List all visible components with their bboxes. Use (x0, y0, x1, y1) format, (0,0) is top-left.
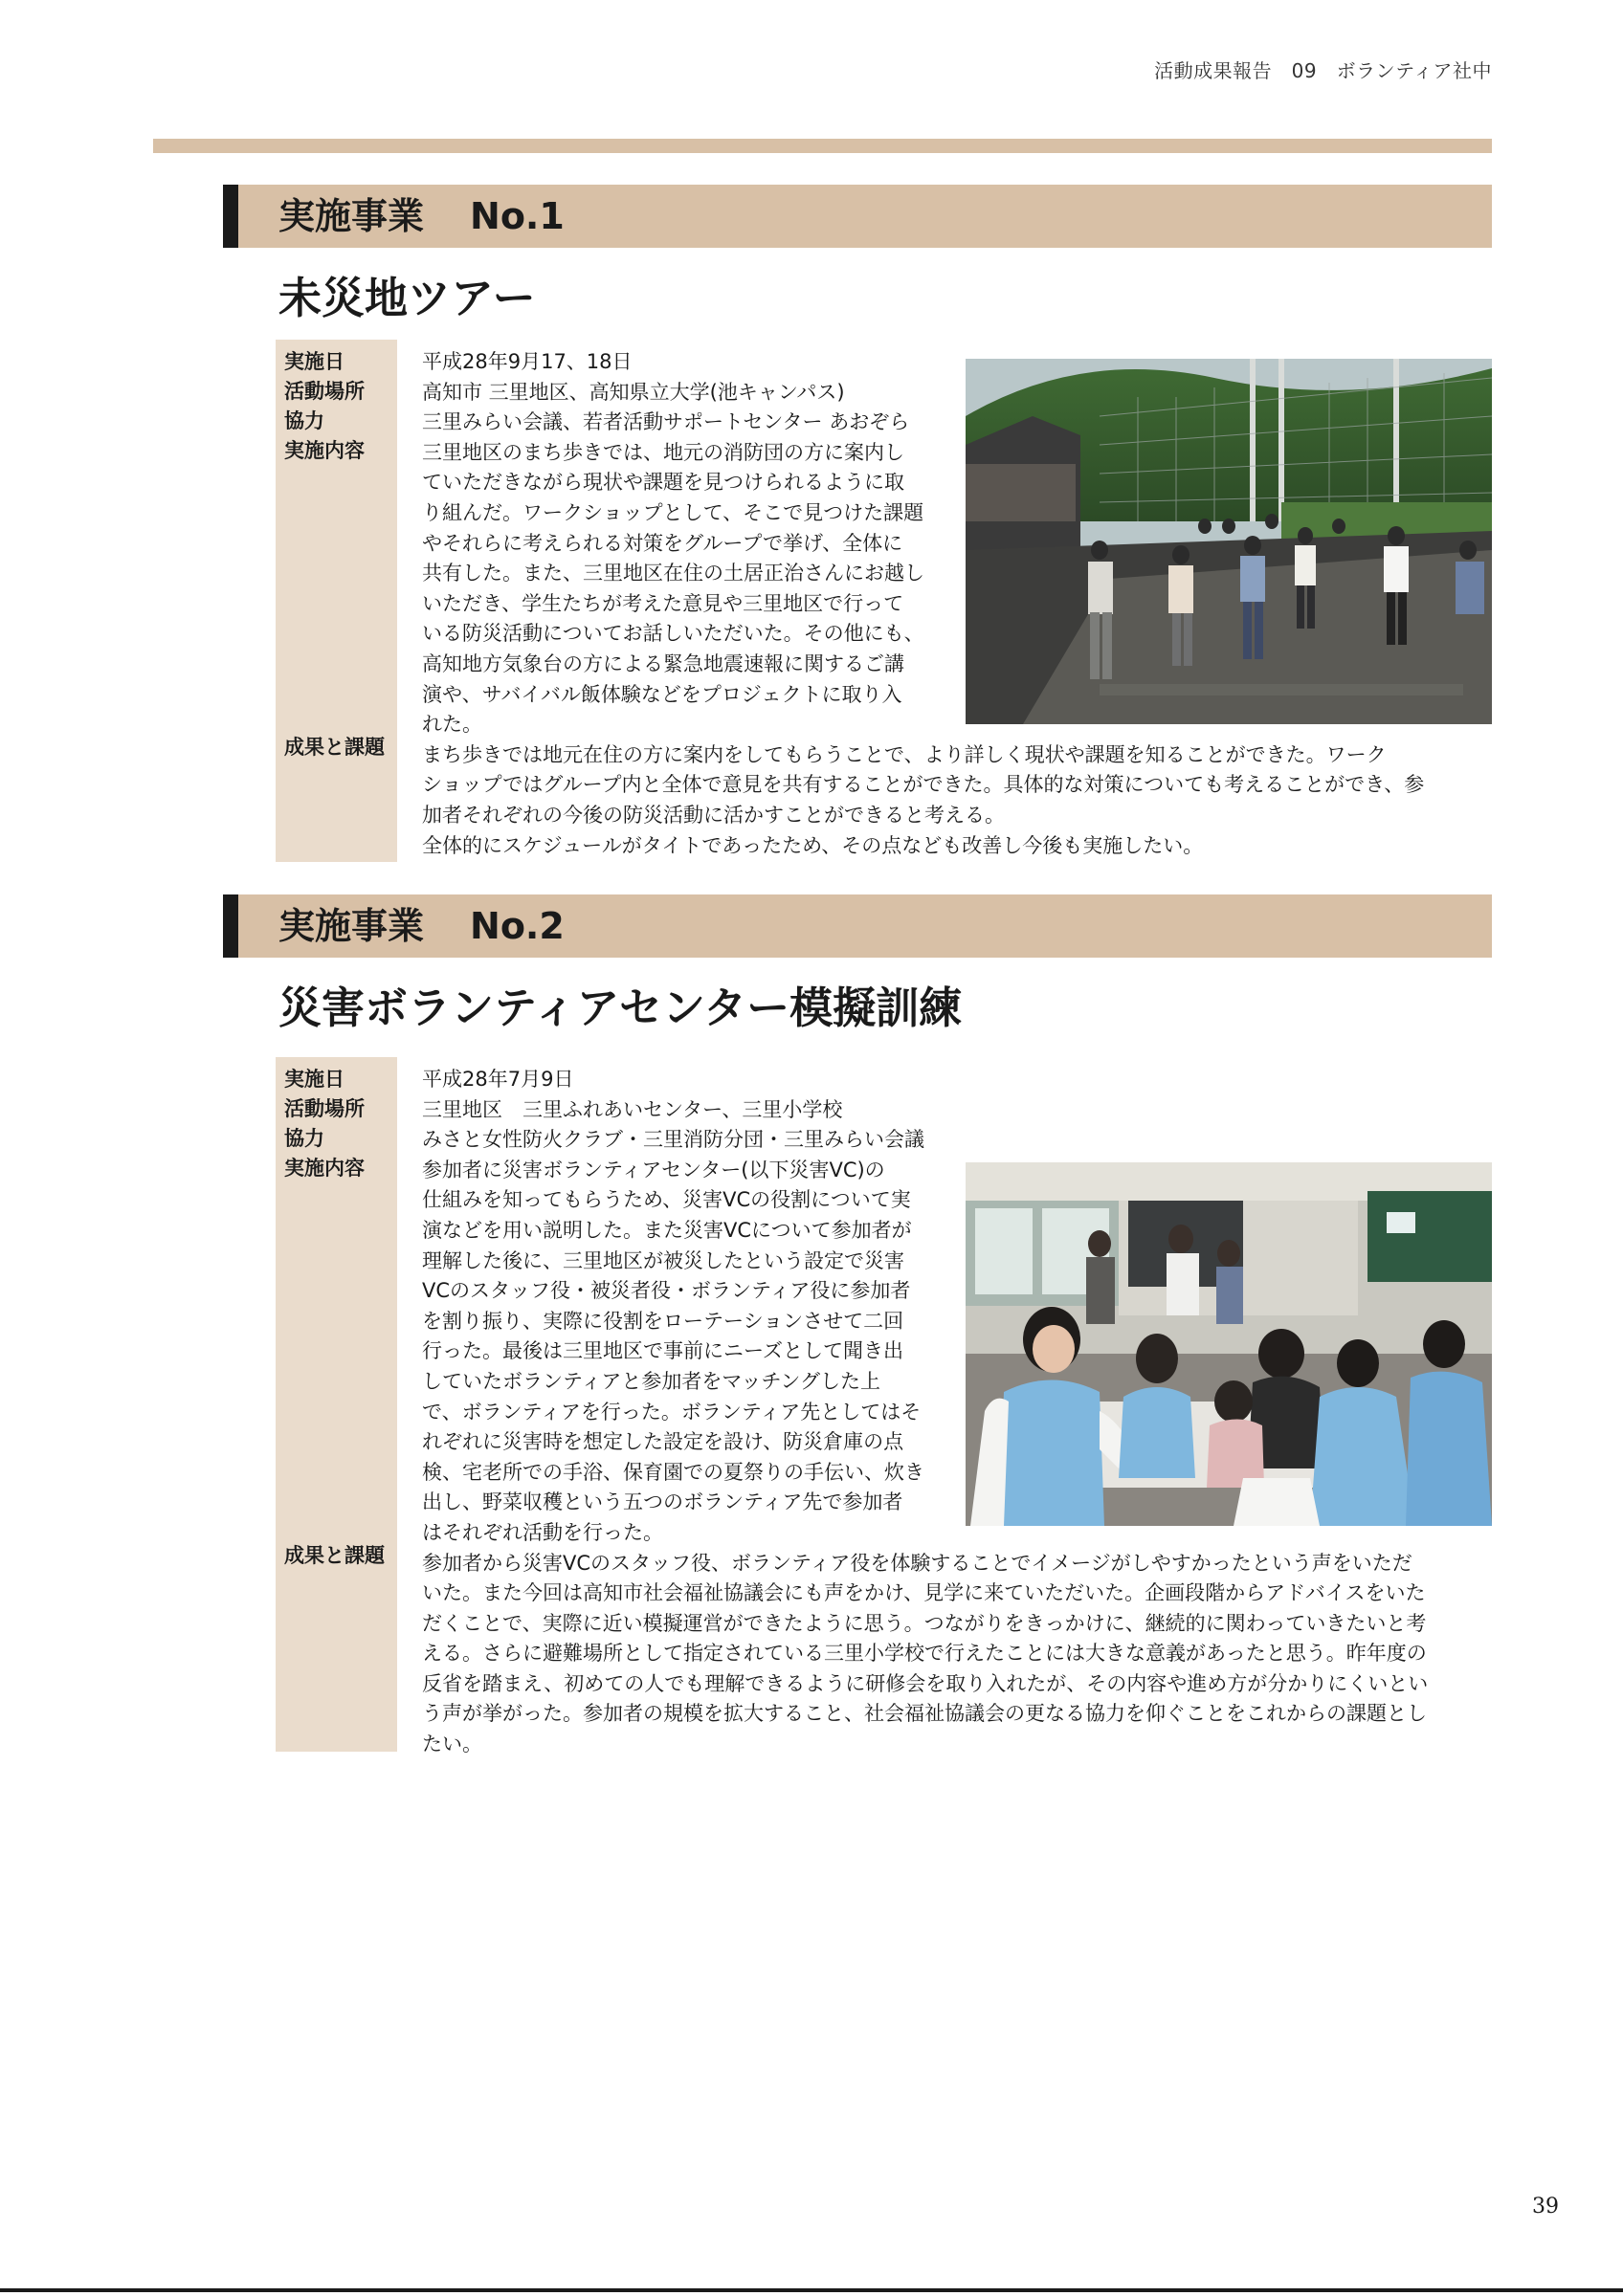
cooperation-value: みさと女性防火クラブ・三里消防分団・三里みらい会議 (422, 1128, 924, 1152)
results-line: 反省を踏まえ、初めての人でも理解できるように研修会を取り入れたが、その内容や進め方が分かりにくいとい (422, 1671, 1429, 1695)
results-line: ショップではグループ内と全体で意見を共有することができた。具体的な対策についても考えることができ、参 (422, 773, 1425, 797)
content-line: を割り振り、実際に役割をローテーションさせて二回 (422, 1309, 904, 1333)
section-label-text: 実施事業 (278, 905, 425, 947)
content-line: れた。 (422, 713, 482, 737)
section-bar-accent (223, 894, 238, 958)
results-line: 参加者から災害VCのスタッフ役、ボランティア役を体験することでイメージがしやすかったという声をいただ (422, 1551, 1412, 1575)
content-line: れぞれに災害時を想定した設定を設け、防災倉庫の点 (422, 1430, 904, 1454)
content-line: VCのスタッフ役・被災者役・ボランティア役に参加者 (422, 1279, 911, 1303)
project-title: 災害ボランティアセンター模擬訓練 (278, 982, 963, 1033)
content-line: 演などを用い説明した。また災害VCについて参加者が (422, 1218, 912, 1242)
place-value: 高知市 三里地区、高知県立大学(池キャンパス) (422, 380, 845, 404)
cooperation-value: 三里みらい会議、若者活動サポートセンター あおぞら (422, 410, 910, 434)
training-session-photo (966, 1162, 1492, 1526)
content-line: 理解した後に、三里地区が被災したという設定で災害 (422, 1248, 904, 1272)
walking-tour-illustration (966, 359, 1492, 724)
content-line: 出し、野菜収穫という五つのボランティア先で参加者 (422, 1490, 903, 1514)
bottom-rule (0, 2288, 1623, 2292)
project-section-1 (223, 185, 1492, 862)
top-rule (153, 139, 1492, 153)
label-content: 実施内容 (284, 439, 365, 462)
content-line: 参加者に災害ボランティアセンター(以下災害VC)の (422, 1158, 885, 1181)
training-session-illustration (966, 1162, 1492, 1526)
section-header-bar (223, 185, 1492, 248)
project-section-2 (223, 894, 1492, 1756)
section-label-text: 実施事業 (278, 195, 425, 237)
page-number: 39 (1532, 2195, 1559, 2219)
running-head: 活動成果報告 09 ボランティア社中 (1154, 59, 1492, 82)
content-line: いただき、学生たちが考えた意見や三里地区で行って (422, 591, 904, 615)
label-content: 実施内容 (284, 1157, 365, 1180)
label-cooperation: 協力 (284, 1127, 324, 1150)
results-line: える。さらに避難場所として指定されている三里小学校で行えたことには大きな意義があったと思う。昨年度の (422, 1642, 1427, 1666)
date-value: 平成28年7月9日 (422, 1068, 574, 1091)
results-line: 全体的にスケジュールがタイトであったため、その点なども改善し今後も実施したい。 (422, 833, 1204, 857)
content-line: で、ボランティアを行った。ボランティア先としてはそ (422, 1400, 922, 1424)
content-line: やそれらに考えられる対策をグループで挙げ、全体に (422, 531, 903, 555)
section-number: No.1 (470, 195, 565, 237)
label-cooperation: 協力 (284, 409, 324, 432)
content-line: 演や、サバイバル飯体験などをプロジェクトに取り入 (422, 682, 902, 706)
label-results: 成果と課題 (284, 1544, 385, 1567)
content-line: 共有した。また、三里地区在住の土居正治さんにお越し (422, 562, 924, 585)
content-line: 高知地方気象台の方による緊急地震速報に関するご講 (422, 651, 904, 675)
content-line: 三里地区のまち歩きでは、地元の消防団の方に案内し (422, 440, 904, 464)
results-line: う声が挙がった。参加者の規模を拡大すること、社会福祉協議会の更なる協力を仰ぐことをこれからの課題とし (422, 1702, 1427, 1726)
place-value: 三里地区 三里ふれあいセンター、三里小学校 (422, 1097, 843, 1121)
label-place: 活動場所 (284, 380, 365, 403)
content-line: り組んだ。ワークショップとして、そこで見つけた課題 (422, 500, 924, 524)
results-line: いた。また今回は高知市社会福祉協議会にも声をかけ、見学に来ていただいた。企画段階からアドバイスをいた (422, 1581, 1426, 1605)
label-place: 活動場所 (284, 1097, 365, 1120)
section-number: No.2 (470, 905, 565, 947)
results-line: たい。 (422, 1733, 482, 1756)
section-label (278, 894, 565, 958)
results-line: 加者それぞれの今後の防災活動に活かすことができると考える。 (422, 803, 1005, 827)
label-date: 実施日 (284, 1068, 345, 1091)
date-value: 平成28年9月17、18日 (422, 350, 633, 373)
results-line: だくことで、実際に近い模擬運営ができたように思う。つながりをきっかけに、継続的に関わっていきたいと考 (422, 1611, 1427, 1635)
content-line: ていただきながら現状や課題を見つけられるように取 (422, 471, 904, 495)
content-line: いる防災活動についてお話しいただいた。その他にも、 (422, 622, 924, 646)
content-line: 検、宅老所での手浴、保育園での夏祭りの手伝い、炊き (422, 1460, 924, 1484)
project-body (276, 1057, 1492, 1756)
walking-tour-photo (966, 359, 1492, 724)
label-results: 成果と課題 (284, 736, 385, 759)
content-line: はそれぞれ活動を行った。 (422, 1520, 663, 1544)
section-header-bar (223, 894, 1492, 958)
content-line: 行った。最後は三里地区で事前にニーズとして聞き出 (422, 1339, 903, 1363)
section-label (278, 185, 565, 248)
results-line: まち歩きでは地元在住の方に案内をしてもらうことで、より詳しく現状や課題を知ることができた。ワーク (422, 742, 1387, 766)
content-line: 仕組みを知ってもらうため、災害VCの役割について実 (422, 1188, 911, 1212)
section-bar-accent (223, 185, 238, 248)
content-line: していたボランティアと参加者をマッチングした上 (422, 1369, 881, 1393)
label-date: 実施日 (284, 350, 345, 373)
project-body (276, 340, 1492, 862)
project-title: 未災地ツアー (278, 273, 536, 323)
